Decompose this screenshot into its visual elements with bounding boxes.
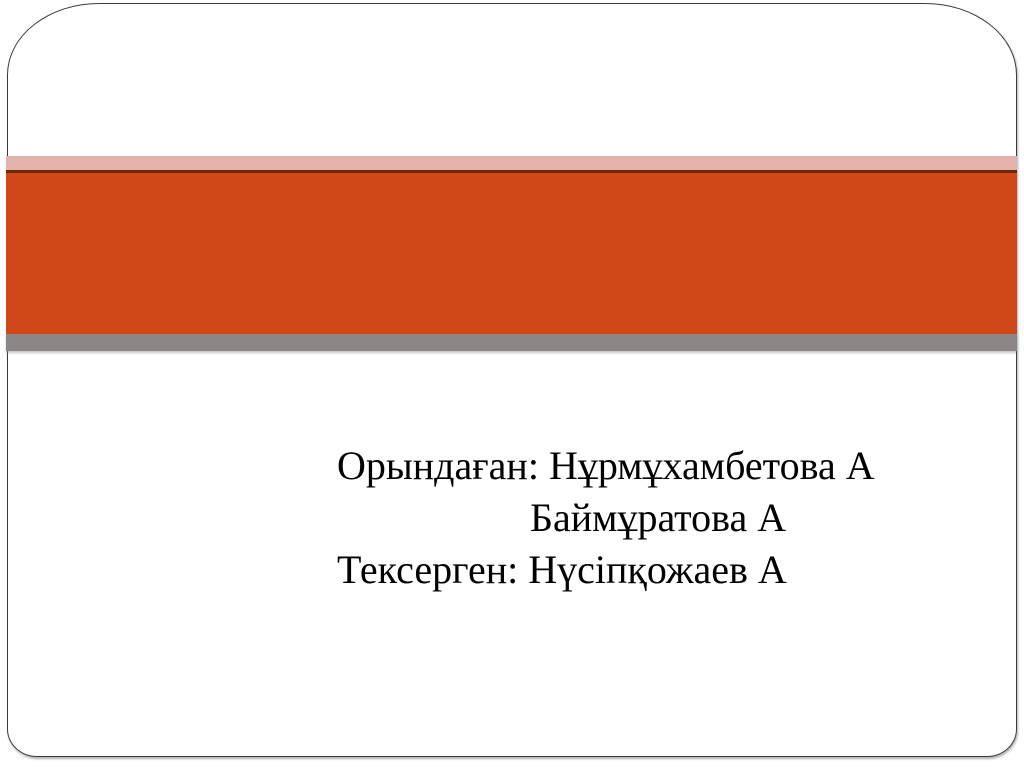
credits-text-block (337, 440, 875, 596)
accent-stripe-pink (6, 156, 1017, 170)
accent-stripe-gray (6, 334, 1017, 351)
accent-band-group (6, 156, 1017, 351)
credits-line-performed-by: Орындаған: Нұрмұхамбетова А (337, 443, 875, 488)
credits-line-second-author: Баймұратова А (530, 495, 787, 540)
slide-frame (7, 3, 1017, 757)
credits-line-checked-by: Тексерген: Нүсіпқожаев А (337, 547, 787, 592)
accent-band-orange (6, 173, 1017, 334)
